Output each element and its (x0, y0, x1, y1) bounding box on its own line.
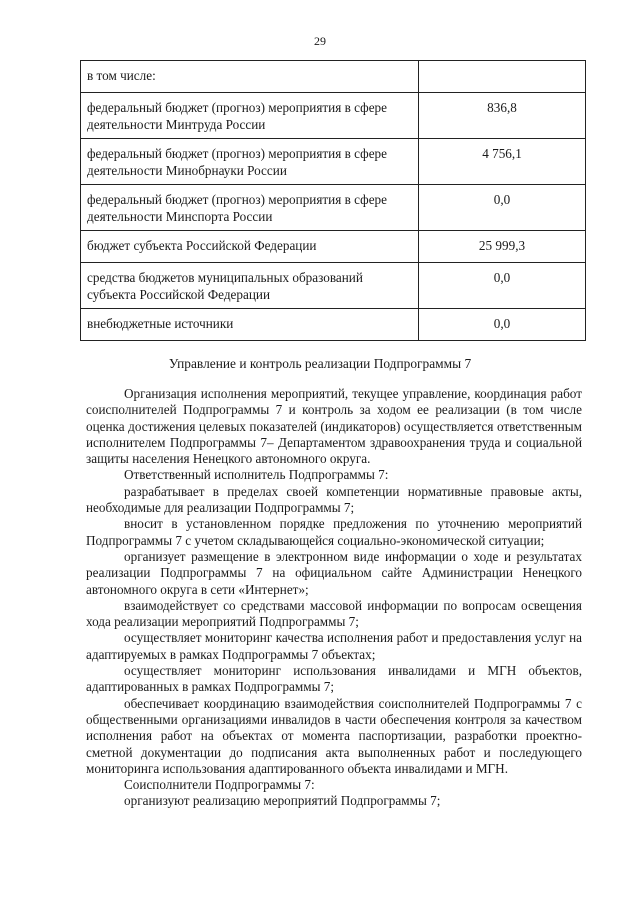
row-label: внебюджетные источники (81, 309, 419, 341)
row-label: средства бюджетов муниципальных образований субъекта Российской Федерации (81, 263, 419, 309)
table-row (81, 93, 586, 139)
table-row (81, 139, 586, 185)
body-text (86, 386, 582, 810)
section-title: Управление и контроль реализации Подпрограммы 7 (168, 356, 472, 371)
row-label: федеральный бюджет (прогноз) мероприятия в сфере деятельности Минтруда России (81, 93, 419, 139)
table-row (81, 231, 586, 263)
budget-table (80, 60, 586, 341)
row-value: 4 756,1 (419, 139, 586, 185)
paragraph: осуществляет мониторинг качества исполнения работ и предоставления услуг на адаптируемых в рамках Подпрограммы 7 объектах; (86, 630, 582, 662)
row-label: бюджет субъекта Российской Федерации (81, 231, 419, 263)
paragraph: Соисполнители Подпрограммы 7: (124, 777, 315, 793)
page-number: 29 (314, 34, 326, 48)
paragraph: обеспечивает координацию взаимодействия соисполнителей Подпрограммы 7 с общественными организациями инвалидов в части обеспечения контроля за качеством исполнения работ на объектах от момента паспортизации, разработки проектно-сметной документации до подписания акта выполненных работ и последующего мониторинга использования адаптированного объекта инвалидами и МГН. (86, 695, 582, 776)
paragraph: вносит в установленном порядке предложения по уточнению мероприятий Подпрограммы 7 с учетом складывающейся социально-экономической ситуации; (86, 516, 582, 548)
row-value: 0,0 (419, 263, 586, 309)
table-row (81, 263, 586, 309)
paragraph: разрабатывает в пределах своей компетенции нормативные правовые акты, необходимые для реализации Подпрограммы 7; (86, 483, 582, 516)
table-row (81, 309, 586, 341)
row-value: 836,8 (419, 93, 586, 139)
row-value: 25 999,3 (419, 231, 586, 263)
row-label: федеральный бюджет (прогноз) мероприятия в сфере деятельности Минспорта России (81, 185, 419, 231)
paragraph: осуществляет мониторинг использования инвалидами и МГН объектов, адаптированных в рамках Подпрограммы 7; (86, 663, 582, 695)
table-row (81, 185, 586, 231)
paragraph: Организация исполнения мероприятий, текущее управление, координация работ соисполнителей Подпрограммы 7 и контроль за ходом ее реализации (в том числе оценка достижения целевых показателей (индикаторов) осуществляется ответственным исполнителем Подпрограммы 7– Департаментом здравоохранения труда и социальной защиты населения Ненецкого автономного округа. (86, 386, 582, 467)
paragraph: организуют реализацию мероприятий Подпрограммы 7; (124, 793, 441, 809)
row-label: в том числе: (81, 61, 419, 93)
row-value: 0,0 (419, 185, 586, 231)
row-value: 0,0 (419, 309, 586, 341)
paragraph: Ответственный исполнитель Подпрограммы 7: (124, 467, 389, 483)
row-label: федеральный бюджет (прогноз) мероприятия в сфере деятельности Минобрнауки России (81, 139, 419, 185)
row-value (419, 61, 586, 93)
paragraph: организует размещение в электронном виде информации о ходе и результатах реализации Подпрограммы 7 на официальном сайте Администрации Ненецкого автономного округа в сети «Интернет»; (86, 548, 582, 597)
table-row (81, 61, 586, 93)
paragraph: взаимодействует со средствами массовой информации по вопросам освещения хода реализации мероприятий Подпрограммы 7; (86, 597, 582, 630)
